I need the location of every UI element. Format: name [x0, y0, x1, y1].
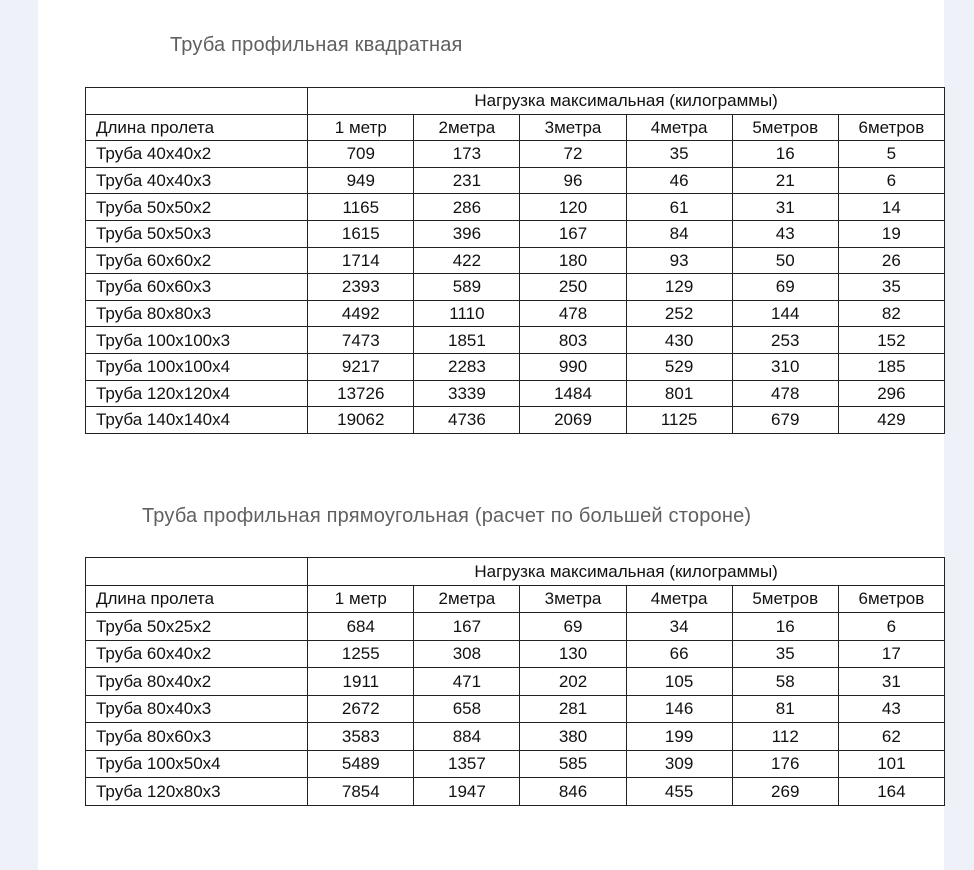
load-value-cell: 846 — [520, 778, 626, 806]
pipe-size-cell: Труба 60х40х2 — [86, 640, 308, 668]
load-value-cell: 185 — [838, 353, 944, 380]
table-row — [86, 353, 945, 380]
table-row — [86, 380, 945, 407]
load-header-cell: Нагрузка максимальная (килограммы) — [308, 88, 945, 115]
load-value-cell: 152 — [838, 327, 944, 354]
span-column-header: 6метров — [838, 585, 944, 613]
load-value-cell: 101 — [838, 750, 944, 778]
load-value-cell: 286 — [414, 194, 520, 221]
load-value-cell: 69 — [520, 613, 626, 641]
span-column-header: 1 метр — [308, 585, 414, 613]
load-value-cell: 308 — [414, 640, 520, 668]
square-pipe-load-table — [85, 87, 945, 434]
load-value-cell: 164 — [838, 778, 944, 806]
load-value-cell: 146 — [626, 695, 732, 723]
load-value-cell: 430 — [626, 327, 732, 354]
load-header-cell: Нагрузка максимальная (килограммы) — [308, 558, 945, 586]
load-value-cell: 949 — [308, 167, 414, 194]
load-value-cell: 13726 — [308, 380, 414, 407]
load-value-cell: 1110 — [414, 300, 520, 327]
load-value-cell: 471 — [414, 668, 520, 696]
table-row — [86, 220, 945, 247]
table-corner-cell — [86, 558, 308, 586]
load-value-cell: 173 — [414, 141, 520, 168]
load-value-cell: 43 — [732, 220, 838, 247]
pipe-size-cell: Труба 40х40х2 — [86, 141, 308, 168]
load-value-cell: 529 — [626, 353, 732, 380]
load-value-cell: 35 — [838, 274, 944, 301]
load-value-cell: 4736 — [414, 407, 520, 434]
load-value-cell: 31 — [838, 668, 944, 696]
load-value-cell: 253 — [732, 327, 838, 354]
pipe-size-cell: Труба 60х60х2 — [86, 247, 308, 274]
load-value-cell: 19062 — [308, 407, 414, 434]
load-value-cell: 72 — [520, 141, 626, 168]
table-corner-cell — [86, 88, 308, 115]
load-value-cell: 202 — [520, 668, 626, 696]
rectangular-pipe-title: Труба профильная прямоугольная (расчет по большей стороне) — [142, 505, 752, 527]
load-value-cell: 31 — [732, 194, 838, 221]
load-value-cell: 7473 — [308, 327, 414, 354]
load-value-cell: 679 — [732, 407, 838, 434]
load-value-cell: 3339 — [414, 380, 520, 407]
load-value-cell: 50 — [732, 247, 838, 274]
load-value-cell: 17 — [838, 640, 944, 668]
load-value-cell: 990 — [520, 353, 626, 380]
load-value-cell: 2069 — [520, 407, 626, 434]
table-row — [86, 141, 945, 168]
load-value-cell: 144 — [732, 300, 838, 327]
load-value-cell: 9217 — [308, 353, 414, 380]
load-value-cell: 455 — [626, 778, 732, 806]
table-row — [86, 194, 945, 221]
table-row — [86, 668, 945, 696]
load-value-cell: 167 — [520, 220, 626, 247]
table-header-row — [86, 88, 945, 115]
load-value-cell: 35 — [732, 640, 838, 668]
load-value-cell: 1947 — [414, 778, 520, 806]
load-value-cell: 1851 — [414, 327, 520, 354]
square-pipe-title: Труба профильная квадратная — [170, 34, 463, 56]
table-row — [86, 723, 945, 751]
load-value-cell: 684 — [308, 613, 414, 641]
load-value-cell: 422 — [414, 247, 520, 274]
pipe-size-cell: Труба 60х60х3 — [86, 274, 308, 301]
load-value-cell: 6 — [838, 613, 944, 641]
load-value-cell: 2283 — [414, 353, 520, 380]
load-value-cell: 429 — [838, 407, 944, 434]
load-value-cell: 84 — [626, 220, 732, 247]
pipe-size-cell: Труба 50х50х3 — [86, 220, 308, 247]
load-value-cell: 1911 — [308, 668, 414, 696]
load-value-cell: 69 — [732, 274, 838, 301]
load-value-cell: 1165 — [308, 194, 414, 221]
load-value-cell: 231 — [414, 167, 520, 194]
load-value-cell: 14 — [838, 194, 944, 221]
load-value-cell: 4492 — [308, 300, 414, 327]
pipe-size-cell: Труба 100х100х3 — [86, 327, 308, 354]
load-value-cell: 2672 — [308, 695, 414, 723]
load-value-cell: 7854 — [308, 778, 414, 806]
pipe-size-cell: Труба 80х40х3 — [86, 695, 308, 723]
span-column-header: 3метра — [520, 585, 626, 613]
table-row — [86, 300, 945, 327]
table-row — [86, 695, 945, 723]
load-value-cell: 589 — [414, 274, 520, 301]
rectangular-pipe-load-table — [85, 557, 945, 806]
pipe-size-cell: Труба 50х50х2 — [86, 194, 308, 221]
load-value-cell: 26 — [838, 247, 944, 274]
span-column-header: 4метра — [626, 585, 732, 613]
load-value-cell: 93 — [626, 247, 732, 274]
pipe-size-cell: Труба 100х50х4 — [86, 750, 308, 778]
span-column-header: 6метров — [838, 114, 944, 141]
load-value-cell: 81 — [732, 695, 838, 723]
load-value-cell: 709 — [308, 141, 414, 168]
load-value-cell: 167 — [414, 613, 520, 641]
load-value-cell: 120 — [520, 194, 626, 221]
load-value-cell: 112 — [732, 723, 838, 751]
load-value-cell: 66 — [626, 640, 732, 668]
load-value-cell: 1357 — [414, 750, 520, 778]
pipe-size-cell: Труба 100х100х4 — [86, 353, 308, 380]
pipe-size-cell: Труба 120х120х4 — [86, 380, 308, 407]
span-length-header: Длина пролета — [86, 585, 308, 613]
load-value-cell: 252 — [626, 300, 732, 327]
load-value-cell: 35 — [626, 141, 732, 168]
load-value-cell: 19 — [838, 220, 944, 247]
load-value-cell: 46 — [626, 167, 732, 194]
table-row — [86, 327, 945, 354]
table-row — [86, 407, 945, 434]
load-value-cell: 180 — [520, 247, 626, 274]
table-column-header-row — [86, 114, 945, 141]
load-value-cell: 1125 — [626, 407, 732, 434]
load-value-cell: 1714 — [308, 247, 414, 274]
span-column-header: 1 метр — [308, 114, 414, 141]
load-value-cell: 884 — [414, 723, 520, 751]
load-value-cell: 58 — [732, 668, 838, 696]
load-value-cell: 21 — [732, 167, 838, 194]
pipe-size-cell: Труба 80х80х3 — [86, 300, 308, 327]
load-value-cell: 478 — [520, 300, 626, 327]
table-row — [86, 640, 945, 668]
load-value-cell: 43 — [838, 695, 944, 723]
load-value-cell: 585 — [520, 750, 626, 778]
pipe-size-cell: Труба 120х80х3 — [86, 778, 308, 806]
load-value-cell: 478 — [732, 380, 838, 407]
load-value-cell: 2393 — [308, 274, 414, 301]
load-value-cell: 16 — [732, 141, 838, 168]
span-column-header: 4метра — [626, 114, 732, 141]
load-value-cell: 5489 — [308, 750, 414, 778]
load-value-cell: 801 — [626, 380, 732, 407]
load-value-cell: 34 — [626, 613, 732, 641]
load-value-cell: 61 — [626, 194, 732, 221]
load-value-cell: 6 — [838, 167, 944, 194]
load-value-cell: 1615 — [308, 220, 414, 247]
load-value-cell: 3583 — [308, 723, 414, 751]
table-row — [86, 750, 945, 778]
load-value-cell: 1255 — [308, 640, 414, 668]
load-value-cell: 96 — [520, 167, 626, 194]
table-body — [86, 88, 945, 434]
pipe-size-cell: Труба 50х25х2 — [86, 613, 308, 641]
load-value-cell: 281 — [520, 695, 626, 723]
load-value-cell: 62 — [838, 723, 944, 751]
table-row — [86, 778, 945, 806]
load-value-cell: 176 — [732, 750, 838, 778]
load-value-cell: 658 — [414, 695, 520, 723]
load-value-cell: 82 — [838, 300, 944, 327]
pipe-size-cell: Труба 80х60х3 — [86, 723, 308, 751]
span-length-header: Длина пролета — [86, 114, 308, 141]
load-value-cell: 129 — [626, 274, 732, 301]
load-value-cell: 5 — [838, 141, 944, 168]
load-value-cell: 309 — [626, 750, 732, 778]
load-value-cell: 105 — [626, 668, 732, 696]
load-value-cell: 269 — [732, 778, 838, 806]
span-column-header: 5метров — [732, 585, 838, 613]
span-column-header: 3метра — [520, 114, 626, 141]
load-value-cell: 296 — [838, 380, 944, 407]
span-column-header: 5метров — [732, 114, 838, 141]
load-value-cell: 803 — [520, 327, 626, 354]
table-row — [86, 247, 945, 274]
document-page — [38, 0, 944, 870]
table-body — [86, 558, 945, 806]
span-column-header: 2метра — [414, 114, 520, 141]
pipe-size-cell: Труба 80х40х2 — [86, 668, 308, 696]
table-row — [86, 274, 945, 301]
table-row — [86, 613, 945, 641]
pipe-size-cell: Труба 40х40х3 — [86, 167, 308, 194]
load-value-cell: 250 — [520, 274, 626, 301]
pipe-size-cell: Труба 140х140х4 — [86, 407, 308, 434]
table-header-row — [86, 558, 945, 586]
load-value-cell: 1484 — [520, 380, 626, 407]
load-value-cell: 130 — [520, 640, 626, 668]
table-column-header-row — [86, 585, 945, 613]
load-value-cell: 16 — [732, 613, 838, 641]
span-column-header: 2метра — [414, 585, 520, 613]
load-value-cell: 310 — [732, 353, 838, 380]
load-value-cell: 380 — [520, 723, 626, 751]
table-row — [86, 167, 945, 194]
load-value-cell: 396 — [414, 220, 520, 247]
load-value-cell: 199 — [626, 723, 732, 751]
